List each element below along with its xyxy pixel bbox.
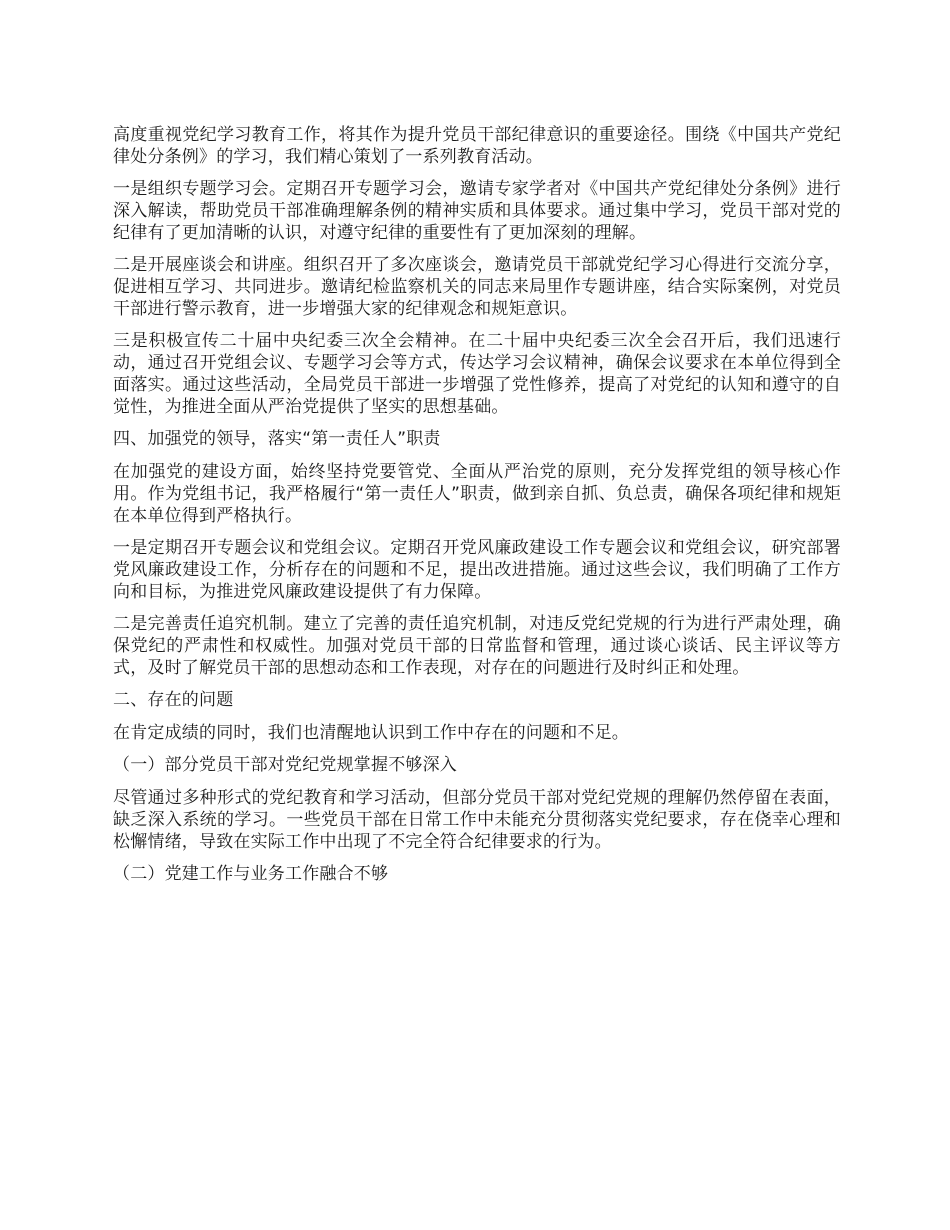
paragraph-intro: 高度重视党纪学习教育工作，将其作为提升党员干部纪律意识的重要途径。围绕《中国共产党纪律处分条例》的学习，我们精心策划了一系列教育活动。 — [113, 125, 841, 167]
paragraph-accountability: 二是完善责任追究机制。建立了完善的责任追究机制，对违反党纪党规的行为进行严肃处理，确保党纪的严肃性和权威性。加强对党员干部的日常监督和管理，通过谈心谈话、民主评议等方式，及时了解党员干部的思想动态和工作表现，对存在的问题进行及时纠正和处理。 — [113, 614, 841, 678]
subheading-problem-1: （一）部分党员干部对党纪党规掌握不够深入 — [113, 755, 457, 775]
section-heading-problems: 二、存在的问题 — [113, 690, 234, 710]
paragraph-problem-1: 尽管通过多种形式的党纪教育和学习活动，但部分党员干部对党纪党规的理解仍然停留在表面，缺乏深入系统的学习。一些党员干部在日常工作中未能充分贯彻落实党纪要求，存在侥幸心理和松懈情绪，导致在实际工作中出现了不完全符合纪律要求的行为。 — [113, 788, 841, 852]
paragraph-party-building: 在加强党的建设方面，始终坚持党要管党、全面从严治党的原则，充分发挥党组的领导核心作用。作为党组书记，我严格履行“第一责任人”职责，做到亲自抓、负总责，确保各项纪律和规矩在本单位得到严格执行。 — [113, 462, 841, 526]
paragraph-seminars: 二是开展座谈会和讲座。组织召开了多次座谈会，邀请党员干部就党纪学习心得进行交流分享，促进相互学习、共同进步。邀请纪检监察机关的同志来局里作专题讲座，结合实际案例，对党员干部进行警示教育，进一步增强大家的纪律观念和规矩意识。 — [113, 255, 841, 319]
subheading-problem-2: （二）党建工作与业务工作融合不够 — [113, 864, 389, 884]
paragraph-meetings: 一是定期召开专题会议和党组会议。定期召开党风廉政建设工作专题会议和党组会议，研究部署党风廉政建设工作，分析存在的问题和不足，提出改进措施。通过这些会议，我们明确了工作方向和目标，为推进党风廉政建设提供了有力保障。 — [113, 538, 841, 602]
paragraph-problems-intro: 在肯定成绩的同时，我们也清醒地认识到工作中存在的问题和不足。 — [113, 723, 629, 743]
document-body — [113, 124, 841, 896]
paragraph-plenary-spirit: 三是积极宣传二十届中央纪委三次全会精神。在二十届中央纪委三次全会召开后，我们迅速行动，通过召开党组会议、专题学习会等方式，传达学习会议精神，确保会议要求在本单位得到全面落实。通过这些活动，全局党员干部进一步增强了党性修养，提高了对党纪的认知和遵守的自觉性，为推进全面从严治党提供了坚实的思想基础。 — [113, 331, 841, 417]
paragraph-study-sessions: 一是组织专题学习会。定期召开专题学习会，邀请专家学者对《中国共产党纪律处分条例》进行深入解读，帮助党员干部准确理解条例的精神实质和具体要求。通过集中学习，党员干部对党的纪律有了更加清晰的认识，对遵守纪律的重要性有了更加深刻的理解。 — [113, 179, 841, 243]
section-heading-leadership: 四、加强党的领导，落实“第一责任人”职责 — [113, 429, 441, 449]
